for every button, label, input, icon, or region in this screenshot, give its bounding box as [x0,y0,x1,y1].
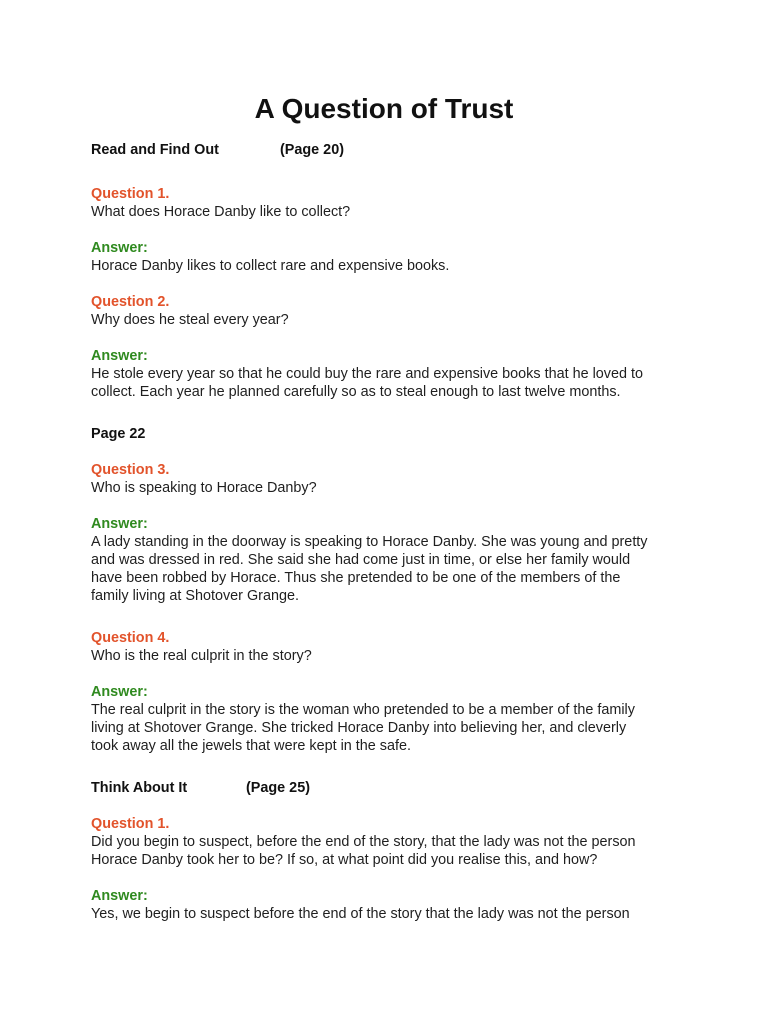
section-page-ref: (Page 20) [280,142,344,158]
answer-text-3-line-2: and was dressed in red. She said she had come just in time, or else her family would [91,552,631,568]
think-answer-text-1-line-1: Yes, we begin to suspect before the end of the story that the lady was not the person [91,906,630,922]
question-text-3: Who is speaking to Horace Danby? [91,480,317,496]
question-text-4: Who is the real culprit in the story? [91,648,312,664]
question-text-2: Why does he steal every year? [91,312,289,328]
think-question-text-1-line-1: Did you begin to suspect, before the end of the story, that the lady was not the person [91,834,636,850]
answer-label-1: Answer: [91,240,148,256]
document-body [91,141,691,923]
question-label-3: Question 3. [91,462,170,478]
section-heading-think-about-it [91,779,691,797]
section-heading-page-22: Page 22 [91,426,146,442]
answer-text-2-line-2: collect. Each year he planned carefully so as to steal enough to last twelve months. [91,384,621,400]
answer-text-3-line-3: have been robbed by Horace. Thus she pretended to be one of the members of the [91,570,621,586]
answer-text-3-line-4: family living at Shotover Grange. [91,588,299,604]
answer-label-4: Answer: [91,684,148,700]
answer-text-4-line-3: took away all the jewels that were kept in the safe. [91,738,411,754]
question-label-2: Question 2. [91,294,170,310]
section-page-ref: (Page 25) [246,780,310,796]
answer-text-4-line-1: The real culprit in the story is the woman who pretended to be a member of the family [91,702,635,718]
answer-text-1: Horace Danby likes to collect rare and expensive books. [91,258,450,274]
think-question-label-1: Question 1. [91,816,170,832]
question-label-1: Question 1. [91,186,170,202]
think-question-text-1-line-2: Horace Danby took her to be? If so, at what point did you realise this, and how? [91,852,598,868]
answer-text-3-line-1: A lady standing in the doorway is speaking to Horace Danby. She was young and pretty [91,534,648,550]
question-label-4: Question 4. [91,630,170,646]
think-answer-label-1: Answer: [91,888,148,904]
section-heading-read-find-out [91,141,691,159]
answer-text-4-line-2: living at Shotover Grange. She tricked Horace Danby into believing her, and cleverly [91,720,627,736]
page-title: A Question of Trust [254,93,514,124]
question-text-1: What does Horace Danby like to collect? [91,204,351,220]
answer-text-2-line-1: He stole every year so that he could buy the rare and expensive books that he loved to [91,366,643,382]
answer-label-3: Answer: [91,516,148,532]
answer-label-2: Answer: [91,348,148,364]
section-label: Think About It [91,780,188,796]
section-label: Read and Find Out [91,142,219,158]
